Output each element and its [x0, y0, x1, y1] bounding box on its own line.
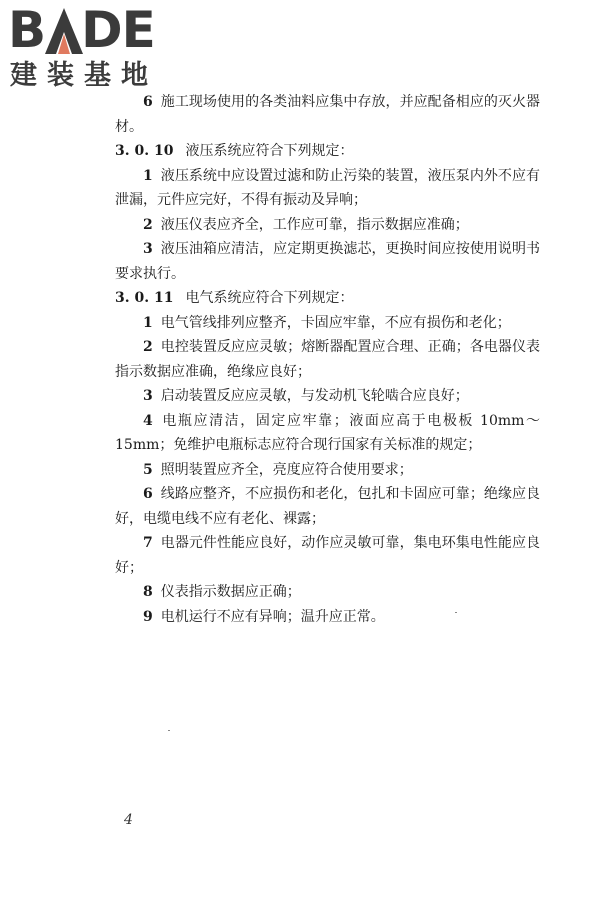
item-text: 电控装置反应应灵敏；熔断器配置应合理、正确；各电器仪表指示数据应准确，绝缘应良好； — [115, 339, 540, 380]
list-item — [115, 164, 540, 213]
item-number: 2 — [143, 216, 153, 233]
logo-a-icon — [45, 8, 83, 54]
item-text: 电气管线排列应整齐，卡固应牢靠，不应有损伤和老化； — [160, 314, 511, 331]
item-text: 启动装置反应应灵敏，与发动机飞轮啮合应良好； — [160, 388, 469, 404]
list-item — [115, 409, 540, 458]
logo-letters-de: DE — [81, 1, 155, 59]
list-item — [115, 605, 540, 630]
item-number: 7 — [143, 535, 153, 551]
clause-number: 3. 0. 10 — [115, 143, 174, 159]
item-number: 5 — [143, 461, 153, 478]
bade-logo — [8, 1, 178, 94]
item-text: 液压仪表应齐全，工作应可靠，指示数据应准确； — [160, 216, 469, 233]
list-item — [115, 213, 540, 238]
item-text: 电机运行不应有异响；温升应正常。 — [160, 608, 385, 625]
list-item — [115, 384, 540, 409]
list-item — [115, 237, 540, 286]
logo-wordmark — [8, 1, 155, 59]
item-number: 3 — [143, 241, 153, 257]
list-item — [115, 531, 540, 580]
clause-heading — [115, 286, 540, 311]
item-text: 液压油箱应清洁，应定期更换滤芯，更换时间应按使用说明书要求执行。 — [115, 241, 540, 282]
item-text: 线路应整齐，不应损伤和老化，包扎和卡固应可靠；绝缘应良好，电缆电线不应有老化、裸露； — [115, 486, 540, 527]
list-item — [115, 335, 540, 384]
scan-speck — [455, 612, 457, 613]
scan-speck — [168, 730, 170, 731]
item-number: 6 — [143, 94, 153, 110]
list-item — [115, 311, 540, 336]
page-number: 4 — [124, 812, 133, 828]
item-number: 4 — [143, 412, 153, 429]
item-text: 仪表指示数据应正确； — [160, 584, 301, 600]
item-text: 照明装置应齐全，亮度应符合使用要求； — [160, 461, 413, 478]
item-text: 液压系统中应设置过滤和防止污染的装置，液压泵内外不应有泄漏，元件应完好，不得有振动及异响； — [115, 167, 540, 208]
item-number: 2 — [143, 339, 153, 355]
item-number: 9 — [143, 608, 153, 625]
item-number: 8 — [143, 584, 153, 600]
list-item — [115, 458, 540, 483]
logo-subtitle: 建装基地 — [10, 60, 158, 91]
item-number: 1 — [143, 167, 153, 184]
list-item — [115, 482, 540, 531]
item-text: 电器元件性能应良好，动作应灵敏可靠，集电环集电性能应良好； — [115, 535, 540, 576]
item-number: 3 — [143, 388, 153, 404]
list-item — [115, 580, 540, 605]
clause-heading — [115, 139, 540, 164]
list-item — [115, 90, 540, 139]
item-number: 6 — [143, 486, 153, 502]
logo-letters-b: B — [8, 1, 46, 59]
logo-a-mark — [45, 4, 81, 56]
clause-text: 液压系统应符合下列规定： — [185, 143, 354, 159]
item-text: 电瓶应清洁，固定应牢靠；液面应高于电极板 10mm～15mm；免维护电瓶标志应符合现行国家有关标准的规定； — [115, 412, 540, 453]
document-body — [115, 90, 540, 629]
item-number: 1 — [143, 314, 153, 331]
clause-text: 电气系统应符合下列规定： — [185, 290, 354, 306]
clause-number: 3. 0. 11 — [115, 290, 174, 306]
item-text: 施工现场使用的各类油料应集中存放，并应配备相应的灭火器材。 — [115, 94, 540, 135]
